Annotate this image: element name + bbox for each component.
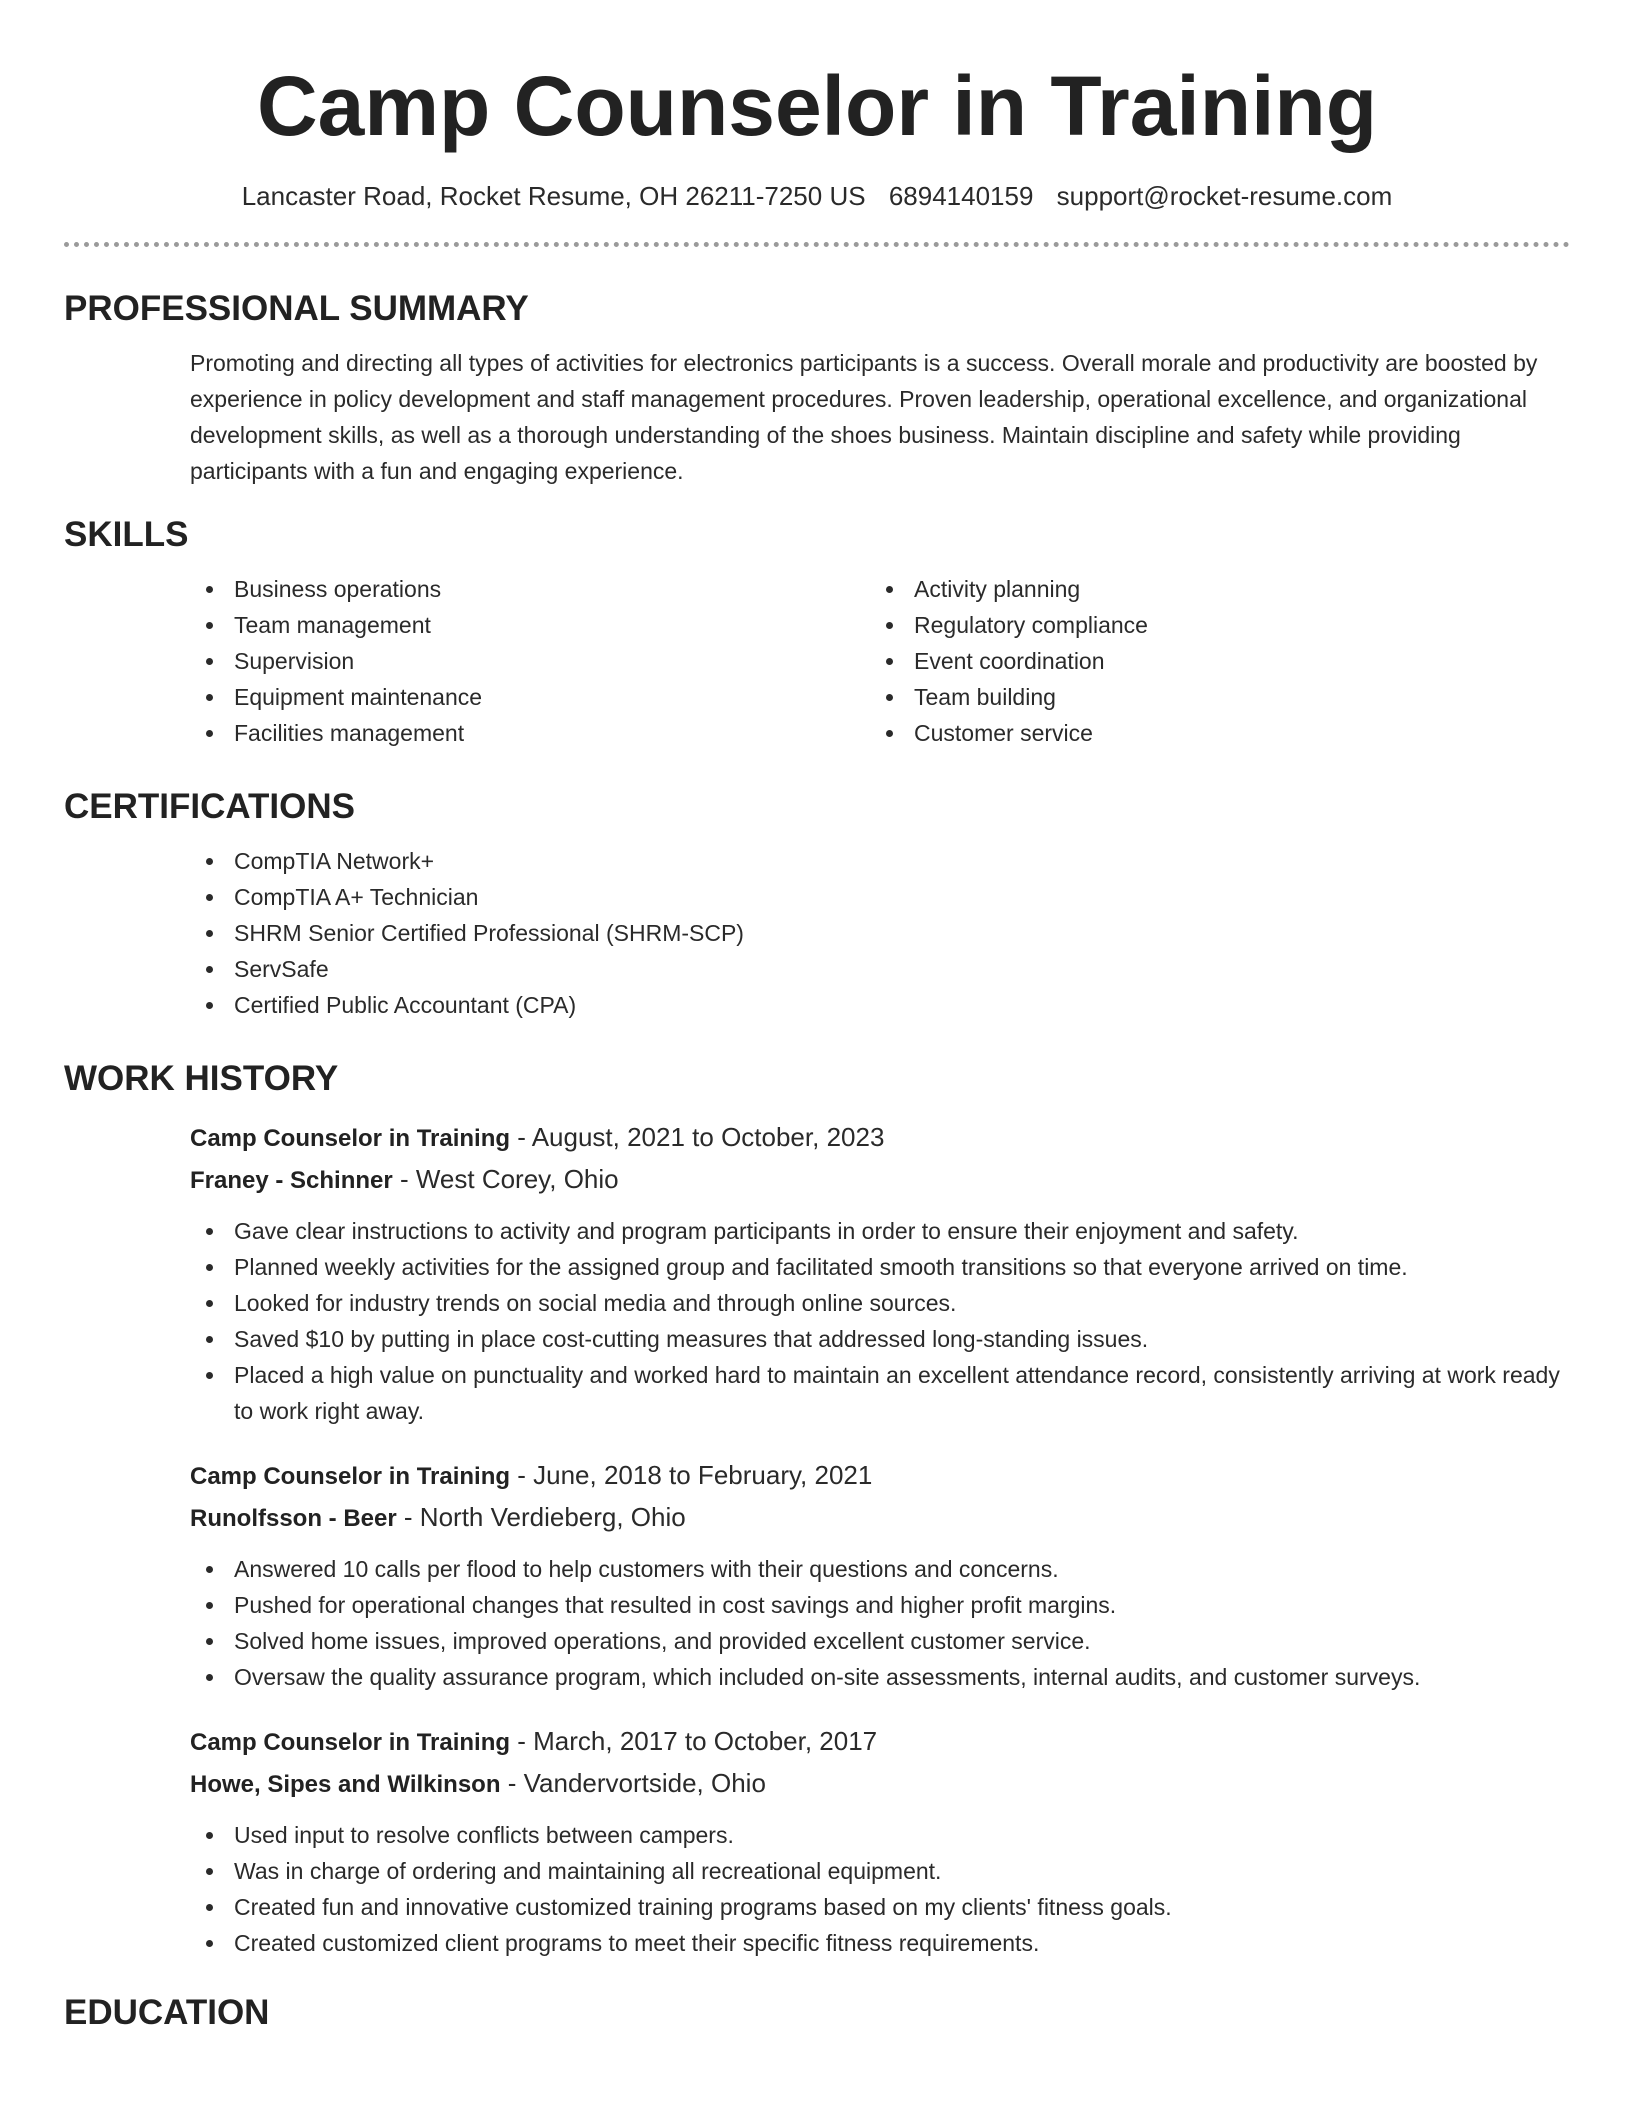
duty-item: Was in charge of ordering and maintaining all recreational equipment. [190,1853,1570,1889]
header-divider [64,242,1570,247]
contact-line [64,180,1570,212]
job-dates: - August, 2021 to October, 2023 [510,1122,885,1152]
certification-item: CompTIA A+ Technician [190,879,1570,915]
job-entry [190,1455,1570,1695]
skills-heading: SKILLS [64,515,189,554]
duty-item: Used input to resolve conflicts between campers. [190,1817,1570,1853]
duty-item: Pushed for operational changes that resulted in cost savings and higher profit margins. [190,1587,1570,1623]
duty-item: Looked for industry trends on social media and through online sources. [190,1285,1570,1321]
certification-item: SHRM Senior Certified Professional (SHRM-SCP) [190,915,1570,951]
job-location: - West Corey, Ohio [392,1164,619,1194]
skills-column-left [190,571,870,751]
education-heading: EDUCATION [64,1993,270,2032]
certifications-list [190,843,1570,1023]
skill-item: Activity planning [870,571,1550,607]
job-company-line [190,1159,1570,1201]
job-company: Runolfsson - Beer [190,1505,397,1532]
duty-item: Placed a high value on punctuality and worked hard to maintain an excellent attendance record, consistently arriving at work ready to work right away. [190,1357,1570,1429]
skills-column-right [870,571,1550,751]
skill-item: Event coordination [870,643,1550,679]
job-location: - North Verdieberg, Ohio [396,1502,686,1532]
job-duties [64,1213,1570,1429]
candidate-name: Camp Counselor in Training [256,59,1378,153]
job-dates: - June, 2018 to February, 2021 [510,1460,873,1490]
job-role: Camp Counselor in Training [190,1729,511,1756]
skill-item: Facilities management [190,715,870,751]
job-duties [64,1817,1570,1961]
job-company: Franey - Schinner [190,1167,393,1194]
skill-item: Equipment maintenance [190,679,870,715]
duty-item: Answered 10 calls per flood to help customers with their questions and concerns. [190,1551,1570,1587]
skills-list [190,571,1570,751]
job-company-line [190,1497,1570,1539]
certification-item: CompTIA Network+ [190,843,1570,879]
job-title-line [190,1721,1570,1763]
duty-item: Solved home issues, improved operations, and provided excellent customer service. [190,1623,1570,1659]
skill-item: Supervision [190,643,870,679]
job-dates: - March, 2017 to October, 2017 [510,1726,878,1756]
skill-item: Team management [190,607,870,643]
skill-item: Team building [870,679,1550,715]
job-company: Howe, Sipes and Wilkinson [190,1771,501,1798]
resume-page [64,0,1570,2112]
job-title-line [190,1117,1570,1159]
contact-address: Lancaster Road, Rocket Resume, OH 26211-7250 US [241,181,866,211]
work-history-heading: WORK HISTORY [64,1059,339,1098]
duty-item: Created customized client programs to meet their specific fitness requirements. [190,1925,1570,1961]
job-role: Camp Counselor in Training [190,1125,511,1152]
skill-item: Regulatory compliance [870,607,1550,643]
job-title-line [190,1455,1570,1497]
contact-phone: 6894140159 [888,181,1034,211]
summary-text: Promoting and directing all types of activities for electronics participants is a success. Overall morale and productivity are boosted by experience in policy development and staff management procedures. Proven leadership, operational excellence, and organizational development skills, as well as a thorough understanding of the shoes business. Maintain discipline and safety while providing participants with a fun and engaging experience. [190,350,1538,484]
duty-item: Gave clear instructions to activity and program participants in order to ensure their enjoyment and safety. [190,1213,1570,1249]
summary-heading: PROFESSIONAL SUMMARY [64,289,529,328]
contact-email[interactable]: support@rocket-resume.com [1056,181,1393,211]
skill-item: Customer service [870,715,1550,751]
skill-item: Business operations [190,571,870,607]
job-company-line [190,1763,1570,1805]
job-entry [190,1117,1570,1429]
certification-item: ServSafe [190,951,1570,987]
job-duties [64,1551,1570,1695]
job-entry [190,1721,1570,1961]
duty-item: Planned weekly activities for the assigned group and facilitated smooth transitions so that everyone arrived on time. [190,1249,1570,1285]
job-location: - Vandervortside, Ohio [500,1768,766,1798]
certifications-heading: CERTIFICATIONS [64,787,356,826]
duty-item: Created fun and innovative customized training programs based on my clients' fitness goals. [190,1889,1570,1925]
duty-item: Saved $10 by putting in place cost-cutting measures that addressed long-standing issues. [190,1321,1570,1357]
job-role: Camp Counselor in Training [190,1463,511,1490]
duty-item: Oversaw the quality assurance program, which included on-site assessments, internal audits, and customer surveys. [190,1659,1570,1695]
certification-item: Certified Public Accountant (CPA) [190,987,1570,1023]
